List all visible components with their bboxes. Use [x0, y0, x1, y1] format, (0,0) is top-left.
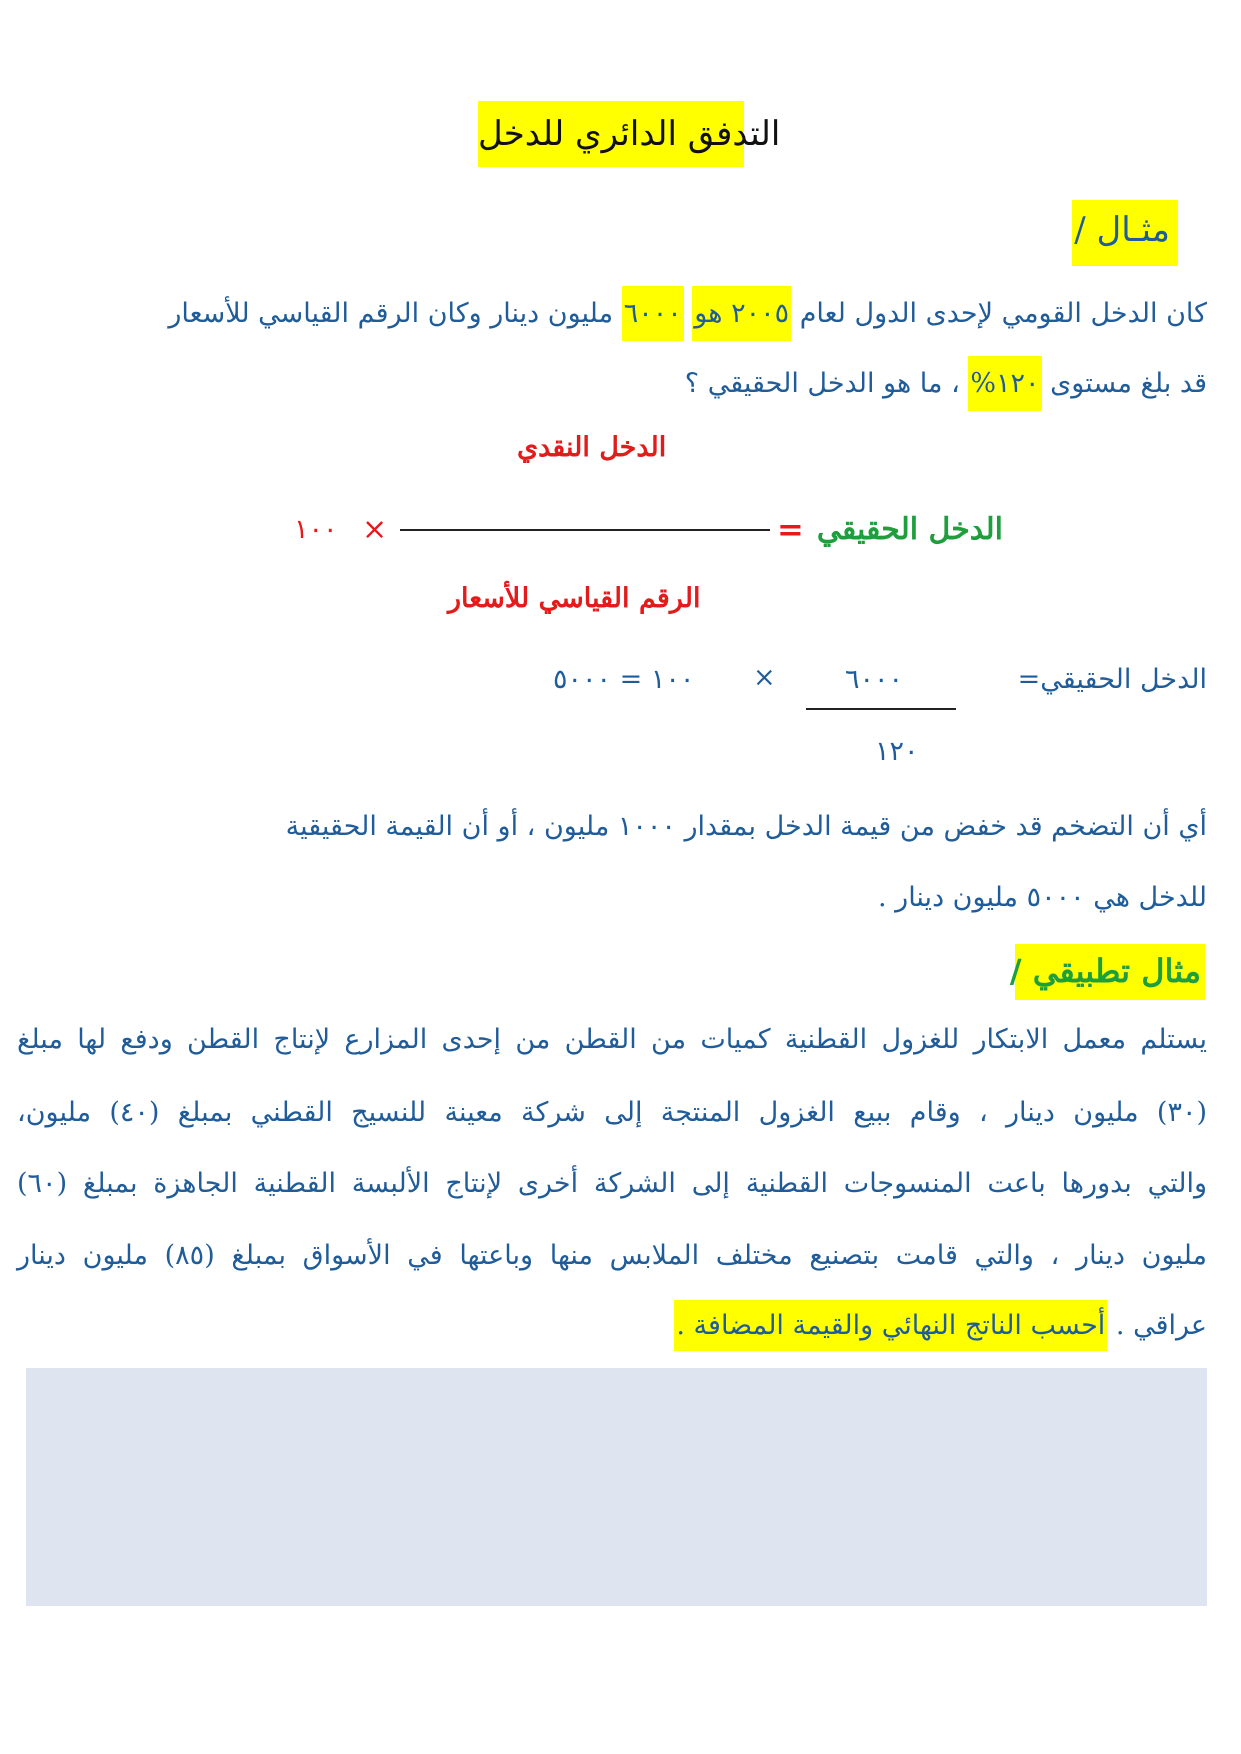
applied-line-3: والتي بدورها باعت المنسوجات القطنية إلى الشركة أخرى لإنتاج الألبسة القطنية الجاهزة بمبلغ (٦٠)	[17, 1168, 1207, 1199]
calc-fraction-line	[806, 708, 956, 710]
formula-denominator: الرقم القياسي للأسعار	[448, 583, 701, 614]
applied-example-heading: مثال تطبيقي /	[1015, 944, 1205, 1000]
example-line-2-part2: ، ما هو الدخل الحقيقي ؟	[684, 368, 960, 399]
calc-times: ×	[753, 662, 776, 693]
answer-box[interactable]	[26, 1368, 1207, 1606]
applied-line-1: يستلم معمل الابتكار للغزول القطنية كميات من القطن من إحدى المزارع لإنتاج القطن ودفع لها مبلغ	[17, 1024, 1207, 1055]
formula-fraction-line	[400, 529, 770, 531]
conclusion-line-2: للدخل هي ٥٠٠٠ مليون دينار .	[877, 882, 1207, 913]
calc-numerator: ٦٠٠٠	[845, 664, 904, 695]
example-percent-highlight: ١٢٠%	[968, 356, 1041, 411]
example-line-1-part2: مليون دينار وكان الرقم القياسي للأسعار	[168, 298, 614, 329]
example-line-2	[507, 364, 1207, 404]
page-title-text: التدفق الدائري للدخل	[478, 114, 781, 154]
example-amount-highlight: ٦٠٠٠	[622, 286, 684, 341]
applied-line-2: (٣٠) مليون دينار ، وقام ببيع الغزول المنتجة إلى شركة معينة للنسيج القطني بمبلغ (٤٠) مليون،	[17, 1097, 1208, 1128]
example-line-1-part1: كان الدخل القومي لإحدى الدول لعام	[799, 298, 1207, 329]
page-title	[478, 101, 781, 167]
applied-line-5-part1: عراقي .	[1115, 1310, 1207, 1341]
formula-times: ×	[362, 512, 388, 547]
example-year-highlight: ٢٠٠٥ هو	[692, 286, 791, 341]
formula-numerator: الدخل النقدي	[517, 432, 667, 463]
applied-line-4: مليون دينار ، والتي قامت بتصنيع مختلف الملابس منها وباعتها في الأسواق بمبلغ (٨٥) مليون دينار	[17, 1240, 1207, 1271]
formula-real-income: الدخل الحقيقي	[816, 512, 1003, 547]
calc-denominator: ١٢٠	[875, 736, 919, 767]
conclusion-line-1: أي أن التضخم قد خفض من قيمة الدخل بمقدار ١٠٠٠ مليون ، أو أن القيمة الحقيقية	[285, 811, 1207, 842]
example-line-2-part1: قد بلغ مستوى	[1050, 368, 1207, 399]
formula-equals: =	[777, 510, 804, 548]
formula-hundred: ١٠٠	[294, 514, 338, 545]
example-heading: مثـال /	[1072, 200, 1178, 266]
applied-question-highlight: أحسب الناتج النهائي والقيمة المضافة .	[674, 1300, 1107, 1351]
applied-line-5	[77, 1310, 1207, 1341]
calc-result: ١٠٠ = ٥٠٠٠	[553, 664, 695, 695]
calc-label: الدخل الحقيقي=	[1017, 664, 1207, 695]
example-line-1	[77, 294, 1207, 334]
